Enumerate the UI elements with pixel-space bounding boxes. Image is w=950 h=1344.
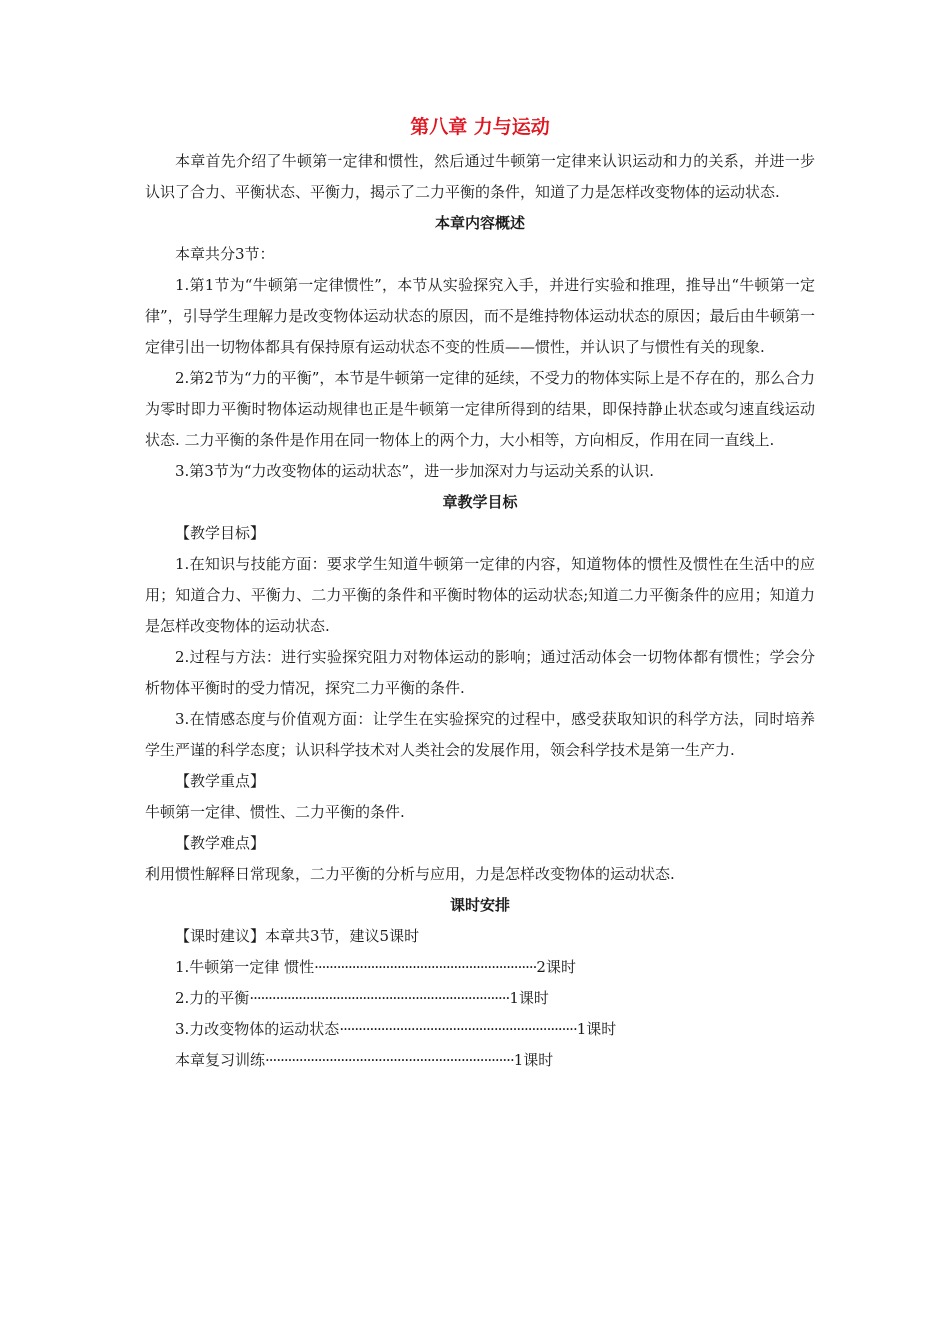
schedule-row (175, 1014, 735, 1045)
schedule-row-hours: 1课时 (576, 1020, 617, 1038)
schedule-row-name: 2.力的平衡 (175, 989, 250, 1007)
schedule-row (175, 952, 735, 983)
document-page (145, 112, 815, 1076)
goals-heading: 章教学目标 (442, 493, 518, 511)
goal-item-3: 3.在情感态度与价值观方面：让学生在实验探究的过程中，感受获取知识的科学方法，同时培养学生严谨的科学态度；认识科学技术对人类社会的发展作用，领会科学技术是第一生产力. (145, 710, 815, 759)
schedule-row-leader: ·································································· (265, 1051, 514, 1069)
schedule-row-hours: 1课时 (513, 1051, 554, 1069)
schedule-row-leader: ····································································· (249, 989, 510, 1007)
goals-label: 【教学目标】 (175, 524, 266, 542)
schedule-row-leader: ······························································· (339, 1020, 577, 1038)
overview-lead: 本章共分3节： (175, 245, 275, 263)
difficult-points-text: 利用惯性解释日常现象，二力平衡的分析与应用，力是怎样改变物体的运动状态. (145, 865, 675, 883)
chapter-title: 第八章 力与运动 (410, 116, 550, 138)
key-points-label: 【教学重点】 (175, 772, 266, 790)
difficult-points-label: 【教学难点】 (175, 834, 266, 852)
schedule-row-name: 本章复习训练 (175, 1051, 266, 1069)
overview-item-1: 1.第1节为“牛顿第一定律惯性”，本节从实验探究入手，并进行实验和推理，推导出“牛顿第一定律”，引导学生理解力是改变物体运动状态的原因，而不是维持物体运动状态的原因；最后由牛顿第一定律引出一切物体都具有保持原有运动状态不变的性质——惯性，并认识了与惯性有关的现象. (145, 276, 815, 356)
schedule-row-hours: 2课时 (536, 958, 576, 976)
overview-item-3: 3.第3节为“力改变物体的运动状态”，进一步加深对力与运动关系的认识. (175, 462, 654, 480)
schedule-row (175, 1045, 735, 1076)
key-points-text: 牛顿第一定律、惯性、二力平衡的条件. (145, 803, 405, 821)
overview-item-2: 2.第2节为“力的平衡”，本节是牛顿第一定律的延续，不受力的物体实际上是不存在的，那么合力为零时即力平衡时物体运动规律也正是牛顿第一定律所得到的结果，即保持静止状态或匀速直线运动状态. 二力平衡的条件是作用在同一物体上的两个力，大小相等，方向相反，作用在同一直线上. (145, 369, 815, 449)
schedule-lead: 【课时建议】本章共3节，建议5课时 (175, 927, 420, 945)
schedule-row-hours: 1课时 (509, 989, 549, 1007)
schedule-row-leader: ··························································· (314, 958, 537, 976)
schedule-heading: 课时安排 (449, 896, 510, 914)
schedule-row-name: 3.力改变物体的运动状态 (175, 1020, 340, 1038)
goal-item-1: 1.在知识与技能方面：要求学生知道牛顿第一定律的内容，知道物体的惯性及惯性在生活中的应用；知道合力、平衡力、二力平衡的条件和平衡时物体的运动状态;知道二力平衡条件的应用；知道力是怎样改变物体的运动状态. (145, 555, 815, 635)
overview-heading: 本章内容概述 (434, 214, 525, 232)
goal-item-2: 2.过程与方法：进行实验探究阻力对物体运动的影响；通过活动体会一切物体都有惯性；学会分析物体平衡时的受力情况，探究二力平衡的条件. (145, 648, 815, 697)
schedule-row (175, 983, 735, 1014)
intro-paragraph: 本章首先介绍了牛顿第一定律和惯性，然后通过牛顿第一定律来认识运动和力的关系，并进一步认识了合力、平衡状态、平衡力，揭示了二力平衡的条件，知道了力是怎样改变物体的运动状态. (145, 152, 815, 201)
schedule-row-name: 1.牛顿第一定律 惯性 (175, 958, 315, 976)
